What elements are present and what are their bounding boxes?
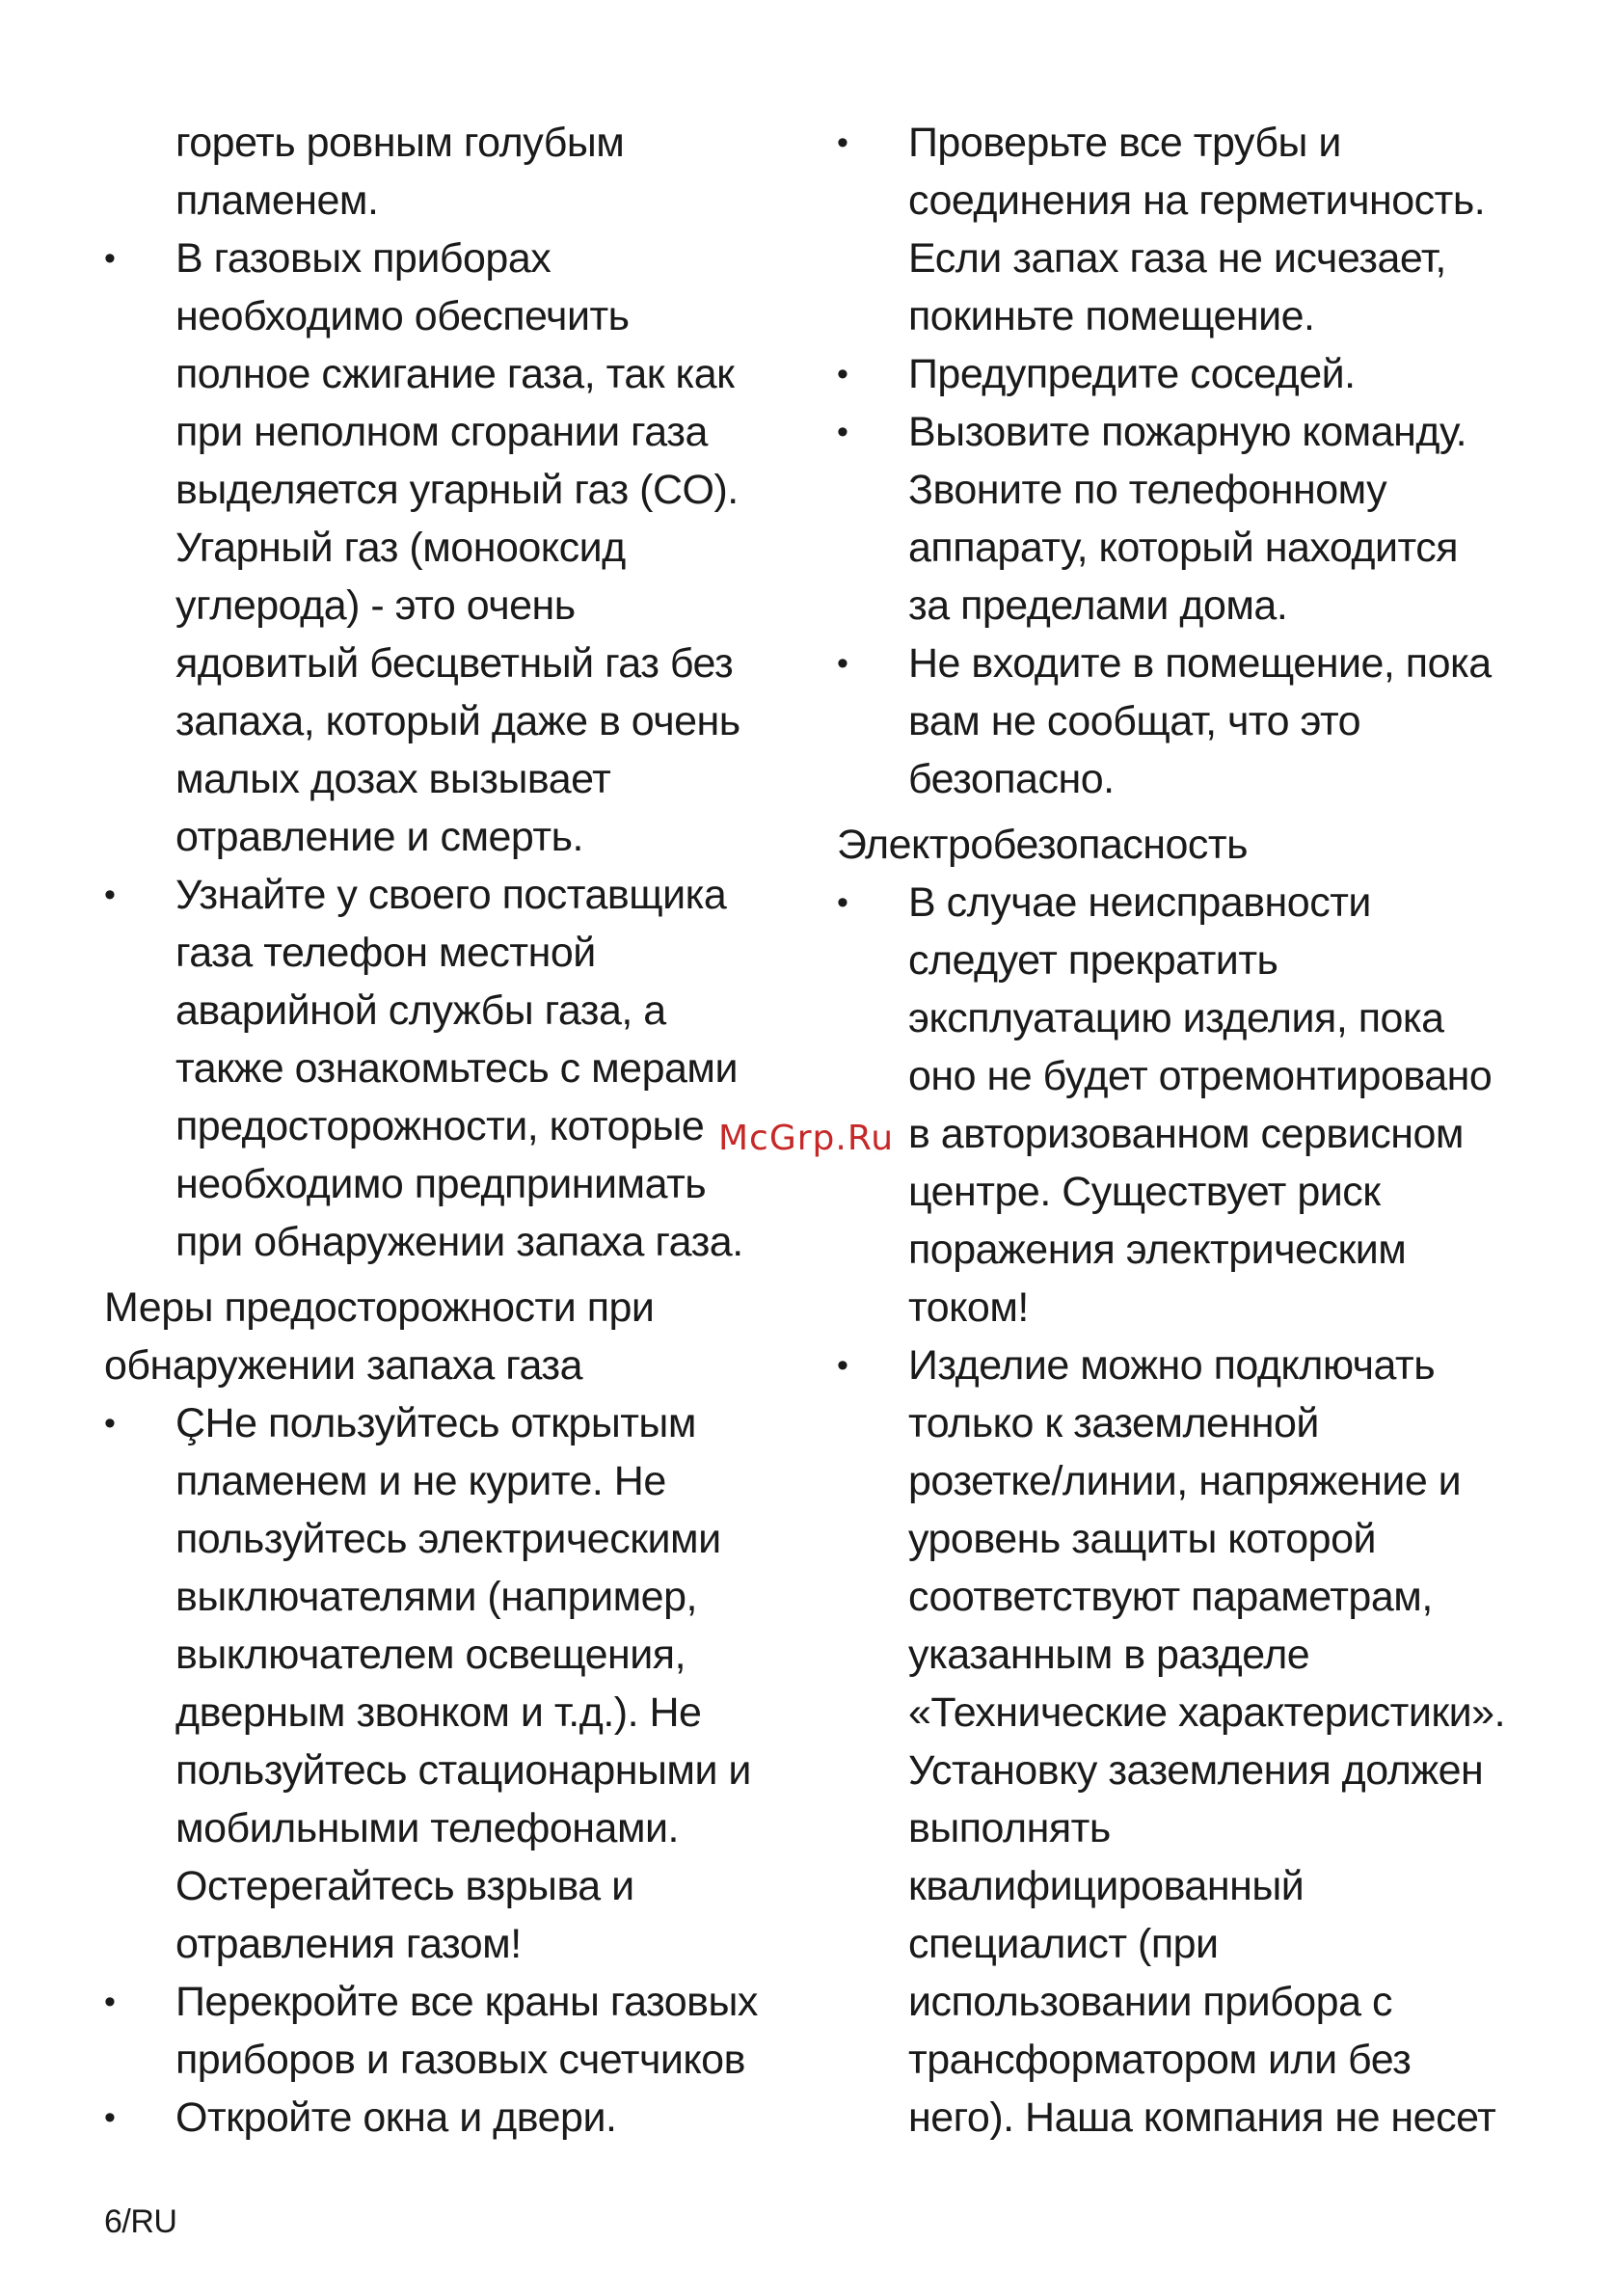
bullet-text-line: мобильными телефонами. (175, 1805, 679, 1851)
watermark-text: McGrp.Ru (718, 1119, 895, 1158)
bullet-text-line: следует прекратить (908, 937, 1278, 984)
right-column (837, 114, 1550, 2147)
bullet-text-line: Если запах газа не исчезает, (908, 235, 1446, 282)
bullet-text-line: Остерегайтесь взрыва и (175, 1863, 634, 1909)
bullet-first-line (104, 866, 798, 924)
bullet-first-line (837, 345, 1550, 403)
bullet-item (837, 114, 1550, 345)
bullet-text-line: отравление и смерть. (175, 814, 583, 860)
bullet-text: В газовых приборах (175, 235, 551, 282)
bullet-text-line: малых дозах вызывает (175, 756, 611, 802)
bullet-first-line (837, 1337, 1550, 1394)
bullet-text-line: Звоните по телефонному (908, 467, 1387, 513)
bullet-text-line: специалист (при (908, 1921, 1219, 1967)
gas-smell-heading (104, 1279, 798, 1394)
bullet-text-line: соответствуют параметрам, (908, 1574, 1433, 1620)
bullet-first-line (104, 1394, 798, 1452)
electrical-safety-heading (837, 816, 1550, 874)
bullet-text-line: при неполном сгорании газа (175, 409, 708, 455)
bullet-text-line: током! (908, 1284, 1029, 1331)
bullet-text: Не входите в помещение, пока (908, 640, 1492, 687)
bullet-item (837, 1337, 1550, 2147)
bullet-point-icon: • (837, 884, 848, 921)
bullet-text: Проверьте все трубы и (908, 120, 1341, 166)
bullet-text-line: при обнаружении запаха газа. (175, 1219, 743, 1265)
bullet-text-line: отравления газом! (175, 1921, 522, 1967)
gas-safety-bullet-list (104, 230, 798, 1271)
bullet-text-line: уровень защиты которой (908, 1516, 1377, 1562)
bullet-text-line: аварийной службы газа, а (175, 987, 666, 1034)
bullet-text: Изделие можно подключать (908, 1342, 1436, 1389)
bullet-text-line: только к заземленной (908, 1400, 1319, 1446)
bullet-text: Откройте окна и двери. (175, 2094, 617, 2141)
bullet-text-line: покиньте помещение. (908, 293, 1315, 339)
bullet-point-icon: • (104, 877, 116, 913)
bullet-point-icon: • (837, 356, 848, 392)
bullet-first-line (837, 403, 1550, 461)
bullet-item (837, 635, 1550, 808)
bullet-text-line: безопасно. (908, 756, 1115, 802)
intro-text-line: гореть ровным голубым (175, 120, 625, 166)
bullet-text-line: поражения электрическим (908, 1227, 1407, 1273)
bullet-text-line: него). Наша компания не несет (908, 2094, 1496, 2141)
bullet-first-line (837, 114, 1550, 172)
section-heading-line: Электробезопасность (837, 822, 1249, 868)
section-heading-line: Меры предосторожности при (104, 1284, 655, 1331)
bullet-text-line: выключателями (например, (175, 1574, 697, 1620)
gas-smell-bullet-list-continued (837, 114, 1550, 808)
bullet-point-icon: • (837, 124, 848, 161)
bullet-text-line: розетке/линии, напряжение и (908, 1458, 1462, 1504)
left-column (104, 114, 798, 2147)
bullet-text: Предупредите соседей. (908, 351, 1356, 397)
bullet-text-line: выключателем освещения, (175, 1632, 686, 1678)
bullet-item (104, 2089, 798, 2147)
bullet-text-line: аппарату, который находится (908, 525, 1458, 571)
bullet-point-icon: • (837, 645, 848, 682)
bullet-text: ÇНе пользуйтесь открытым (175, 1400, 696, 1446)
bullet-item (837, 345, 1550, 403)
bullet-point-icon: • (837, 414, 848, 450)
bullet-text-line: также ознакомьтесь с мерами (175, 1045, 738, 1092)
electrical-safety-bullet-list (837, 874, 1550, 2147)
bullet-text-line: запаха, который даже в очень (175, 698, 740, 744)
bullet-text-line: Угарный газ (монооксид (175, 525, 626, 571)
bullet-item (104, 1394, 798, 1973)
bullet-text-line: углерода) - это очень (175, 582, 576, 629)
gas-smell-bullet-list (104, 1394, 798, 2147)
bullet-text-line: дверным звонком и т.д.). Не (175, 1689, 702, 1736)
bullet-text-line: Установку заземления должен (908, 1747, 1484, 1794)
bullet-text-line: выделяется угарный газ (CO). (175, 467, 739, 513)
bullet-text-line: приборов и газовых счетчиков (175, 2037, 745, 2083)
bullet-text-line: пользуйтесь электрическими (175, 1516, 721, 1562)
bullet-first-line (837, 874, 1550, 932)
bullet-text-line: необходимо обеспечить (175, 293, 630, 339)
bullet-point-icon: • (104, 240, 116, 277)
bullet-text-line: выполнять (908, 1805, 1111, 1851)
bullet-item (104, 866, 798, 1271)
bullet-text-line: газа телефон местной (175, 930, 596, 976)
bullet-text-line: полное сжигание газа, так как (175, 351, 735, 397)
bullet-text-line: ядовитый бесцветный газ без (175, 640, 734, 687)
page-number: 6/RU (104, 2203, 177, 2240)
bullet-text: Перекройте все краны газовых (175, 1979, 758, 2025)
bullet-item (104, 1973, 798, 2089)
bullet-text-line: в авторизованном сервисном (908, 1111, 1464, 1157)
bullet-item (104, 230, 798, 866)
bullet-text-line: «Технические характеристики». (908, 1689, 1506, 1736)
bullet-text-line: пламенем и не курите. Не (175, 1458, 666, 1504)
bullet-point-icon: • (104, 2099, 116, 2136)
bullet-text-line: центре. Существует риск (908, 1169, 1381, 1215)
bullet-point-icon: • (104, 1405, 116, 1442)
bullet-first-line (104, 230, 798, 287)
bullet-item (837, 403, 1550, 635)
bullet-text-line: трансформатором или без (908, 2037, 1412, 2083)
bullet-text: Узнайте у своего поставщика (175, 872, 727, 918)
bullet-text-line: указанным в разделе (908, 1632, 1310, 1678)
bullet-first-line (104, 2089, 798, 2147)
bullet-text-line: пользуйтесь стационарными и (175, 1747, 751, 1794)
bullet-point-icon: • (837, 1347, 848, 1384)
bullet-text-line: необходимо предпринимать (175, 1161, 707, 1207)
bullet-text-line: за пределами дома. (908, 582, 1288, 629)
bullet-text: Вызовите пожарную команду. (908, 409, 1467, 455)
bullet-text-line: вам не сообщат, что это (908, 698, 1361, 744)
bullet-text-line: предосторожности, которые (175, 1103, 705, 1149)
bullet-text: В случае неисправности (908, 879, 1371, 926)
bullet-text-line: оно не будет отремонтировано (908, 1053, 1493, 1099)
bullet-point-icon: • (104, 1984, 116, 2020)
bullet-first-line (837, 635, 1550, 692)
intro-text-line: пламенем. (175, 177, 379, 224)
bullet-first-line (104, 1973, 798, 2031)
bullet-text-line: эксплуатацию изделия, пока (908, 995, 1444, 1041)
bullet-text-line: соединения на герметичность. (908, 177, 1486, 224)
bullet-text-line: квалифицированный (908, 1863, 1305, 1909)
section-heading-line: обнаружении запаха газа (104, 1342, 583, 1389)
bullet-item (837, 874, 1550, 1337)
intro-continuation (104, 114, 798, 230)
bullet-text-line: использовании прибора с (908, 1979, 1392, 2025)
